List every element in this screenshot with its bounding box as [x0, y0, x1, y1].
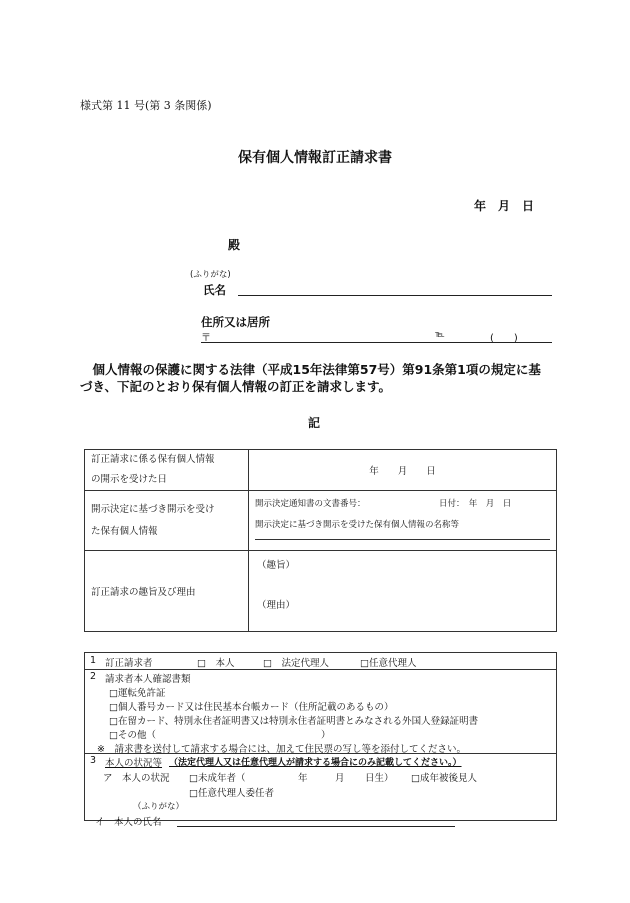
- drivers-license-checkbox[interactable]: □運転免許証: [109, 688, 166, 699]
- date-label: 年 月 日: [474, 199, 535, 213]
- purpose-label: （趣旨）: [257, 560, 296, 571]
- principal-status-label: 本人の状況等: [105, 758, 163, 769]
- requester-type-row: [85, 655, 556, 669]
- correction-purpose-reason-label: 訂正請求の趣旨及び理由: [85, 551, 249, 632]
- divider: [85, 753, 556, 754]
- requester-self-checkbox[interactable]: □ 本人: [197, 658, 235, 669]
- address-field[interactable]: [201, 342, 552, 343]
- other-doc-close-paren: ）: [321, 730, 331, 741]
- principal-condition-label: ア 本人の状況: [103, 773, 170, 784]
- disclosed-info-label-line-1: 開示決定に基づき開示を受け: [91, 503, 215, 515]
- disclosure-date-label-line-2: の開示を受けた日: [91, 474, 168, 485]
- requester-legal-agent-checkbox[interactable]: □ 法定代理人: [263, 658, 329, 669]
- birth-month-label: 月: [335, 773, 345, 784]
- disclosed-info-name-line: [255, 539, 550, 540]
- requester-info-box: [84, 652, 557, 828]
- body-text-line-2: づき、下記のとおり保有個人情報の訂正を請求します。: [80, 379, 392, 394]
- disclosure-date-value[interactable]: 年 月 日: [249, 450, 557, 491]
- birth-year-label: 年: [298, 773, 308, 784]
- tel-label: ℡: [435, 330, 445, 340]
- disclosed-info-name-label: 開示決定に基づき開示を受けた保有個人情報の名称等: [255, 520, 460, 530]
- notice-date-label: 日付： 年 月 日: [439, 499, 512, 509]
- my-number-card-checkbox[interactable]: □個人番号カード又は住民基本台帳カード（住所記載のあるもの）: [109, 702, 394, 713]
- birth-day-label: 日生）: [365, 773, 394, 784]
- tel-paren: ( ): [490, 333, 518, 344]
- principal-status-note: （法定代理人又は任意代理人が請求する場合にのみ記載してください。）: [169, 758, 462, 768]
- form-number: 様式第 11 号(第 3 条関係): [80, 99, 212, 112]
- other-doc-checkbox[interactable]: □その他（: [109, 730, 156, 741]
- correction-purpose-reason-value[interactable]: [249, 551, 557, 632]
- identity-docs-label: 請求者本人確認書類: [105, 674, 191, 685]
- name-label: 氏名: [203, 283, 226, 297]
- row-number: 3: [90, 755, 97, 766]
- disclosed-info-value[interactable]: [249, 491, 557, 551]
- voluntary-agent-principal-checkbox[interactable]: □任意代理人委任者: [189, 788, 274, 799]
- furigana-label: (ふりがな): [190, 270, 231, 280]
- addressee-suffix: 殿: [228, 238, 241, 252]
- page-title: 保有個人情報訂正請求書: [238, 150, 392, 166]
- correction-details-table: [84, 449, 557, 632]
- body-text-line-1: 個人情報の保護に関する法律（平成15年法律第57号）第91条第1項の規定に基: [80, 362, 541, 377]
- minor-checkbox[interactable]: □未成年者（: [189, 773, 246, 784]
- principal-name-field[interactable]: [177, 826, 455, 827]
- disclosure-date-label: [85, 450, 249, 491]
- requester-type-label: 訂正請求者: [105, 658, 153, 669]
- notice-doc-number-label: 開示決定通知書の文書番号：: [255, 499, 366, 509]
- residence-card-checkbox[interactable]: □在留カード、特別永住者証明書又は特別永住者証明書とみなされる外国人登録証明書: [109, 716, 479, 727]
- address-label: 住所又は居所: [201, 315, 270, 329]
- ki-heading: 記: [308, 416, 321, 430]
- disclosure-date-label-line-1: 訂正請求に係る保有個人情報: [91, 454, 215, 465]
- disclosed-info-label-line-2: た保有個人情報: [91, 525, 158, 537]
- row-number: 1: [90, 655, 97, 666]
- requester-voluntary-agent-checkbox[interactable]: □任意代理人: [360, 658, 417, 669]
- postal-mark: 〒: [201, 333, 211, 344]
- disclosed-info-label: [85, 491, 249, 551]
- mail-request-note: ※ 請求書を送付して請求する場合には、加えて住民票の写し等を添付してください。: [97, 744, 466, 755]
- reason-label: （理由）: [257, 600, 296, 611]
- name-field[interactable]: [238, 295, 552, 296]
- row-number: 2: [90, 671, 97, 682]
- adult-ward-checkbox[interactable]: □成年被後見人: [411, 773, 477, 784]
- principal-name-label: イ 本人の氏名: [95, 817, 162, 828]
- principal-furigana-label: （ふりがな）: [133, 802, 185, 812]
- divider: [85, 669, 556, 670]
